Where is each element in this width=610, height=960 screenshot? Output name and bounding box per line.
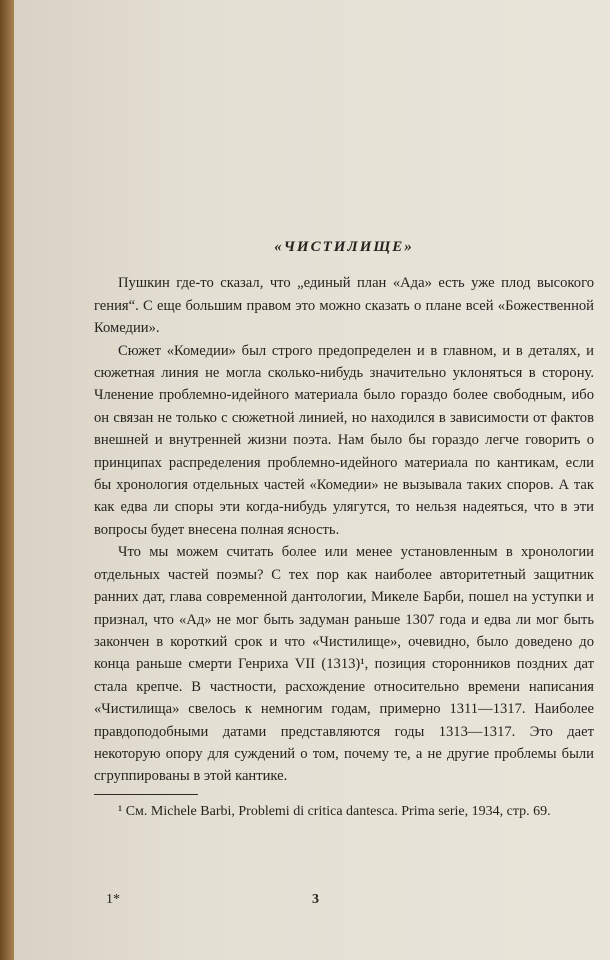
page-footer: [106, 892, 606, 916]
paragraph: Что мы можем считать более или менее установленным в хронологии отдельных частей поэмы? С тех пор как наиболее авторитетный защитник ранних дат, глава современной дантологии, Микеле Барби, пошел на уступки и признал, что «Ад» не мог быть задуман раньше 1307 года и едва ли мог быть закончен в короткий срок и что «Чистилище», очевидно, было доведено до конца раньше смерти Генриха VII (1313)¹, позиция сторонников поздних дат стала крепче. В частности, расхождение относительно времени написания «Чистилища» свелось к немногим годам, примерно 1311—1317. Наиболее правдоподобными датами представляются годы 1313—1317. Это дает некоторую опору для суждений о том, почему те, а не другие проблемы были сгруппированы в этой кантике.: [94, 544, 594, 785]
book-spine: [0, 0, 14, 960]
paragraph: Пушкин где-то сказал, что „единый план «Ада» есть уже плод высокого гения“. С еще большим правом это можно сказать о плане всей «Божественной Комедии».: [94, 275, 594, 337]
footnote-divider: [94, 794, 198, 795]
page-mark: 3: [312, 892, 319, 907]
book-page: [14, 0, 610, 960]
chapter-title: «ЧИСТИЛИЩЕ»: [274, 239, 414, 255]
paragraph: Сюжет «Комедии» был строго предопределен и в главном, и в деталях, и сюжетная линия не могла сколько-нибудь значительно уклоняться в сторону. Членение проблемно-идейного материала было гораздо более свободным, ибо он связан не только с сюжетной линией, но находился в зависимости от фактов внешней и внутренней жизни поэта. Нам было бы гораздо легче говорить о принципах распределения проблемно-идейного материала по кантикам, если бы хронология отдельных частей «Комедии» не вызывала таких споров. А так как едва ли споры эти когда-нибудь улягутся, то нельзя надеяться, что в эти вопросы будет внесена полная ясность.: [94, 342, 594, 538]
page-content: [94, 236, 594, 823]
footnote: ¹ См. Michele Barbi, Problemi di critica dantesca. Prima serie, 1934, стр. 69.: [118, 803, 551, 819]
signature-mark: 1*: [106, 892, 120, 907]
